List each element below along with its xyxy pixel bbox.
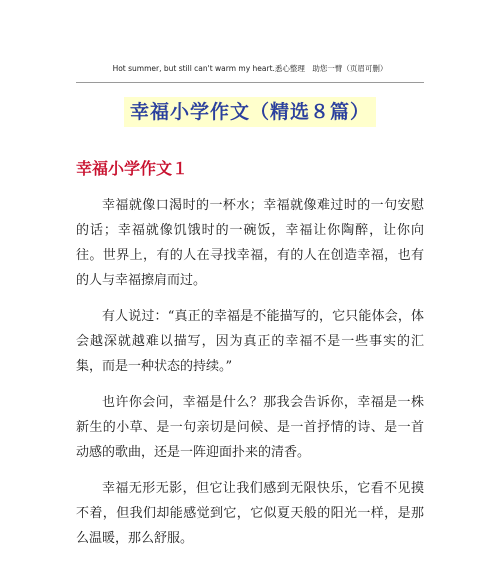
paragraph-1: 幸福就像口渴时的一杯水；幸福就像难过时的一句安慰的话；幸福就像饥饿时的一碗饭，幸福让你陶醉，让你向往。世界上，有的人在寻找幸福，有的人在创造幸福，也有的人与幸福擦肩而过。	[76, 198, 424, 288]
article-body	[76, 193, 424, 562]
paragraph-2: 有人说过：“真正的幸福是不能描写的，它只能体会，体会越深就越难以描写，因为真正的幸福不是一些事实的汇集，而是一种状态的持续。”	[76, 309, 424, 374]
section-heading: 幸福小学作文１	[76, 159, 189, 178]
paragraph-3: 也许你会问，幸福是什么？那我会告诉你，幸福是一株新生的小草、是一句亲切是问候、是一首抒情的诗、是一首动感的歌曲，还是一阵迎面扑来的清香。	[76, 395, 424, 460]
paragraph-4: 幸福无形无影，但它让我们感到无限快乐，它看不见摸不着，但我们却能感觉到它，它似夏天般的阳光一样，是那么温暖，那么舒服。	[76, 481, 424, 546]
document-title: 幸福小学作文（精选８篇）	[124, 97, 376, 127]
header-divider	[76, 82, 424, 83]
page-header-note: Hot summer, but still can't warm my heart.悉心整理 助您一臂（页眉可删）	[112, 64, 388, 73]
title-container	[0, 97, 500, 127]
